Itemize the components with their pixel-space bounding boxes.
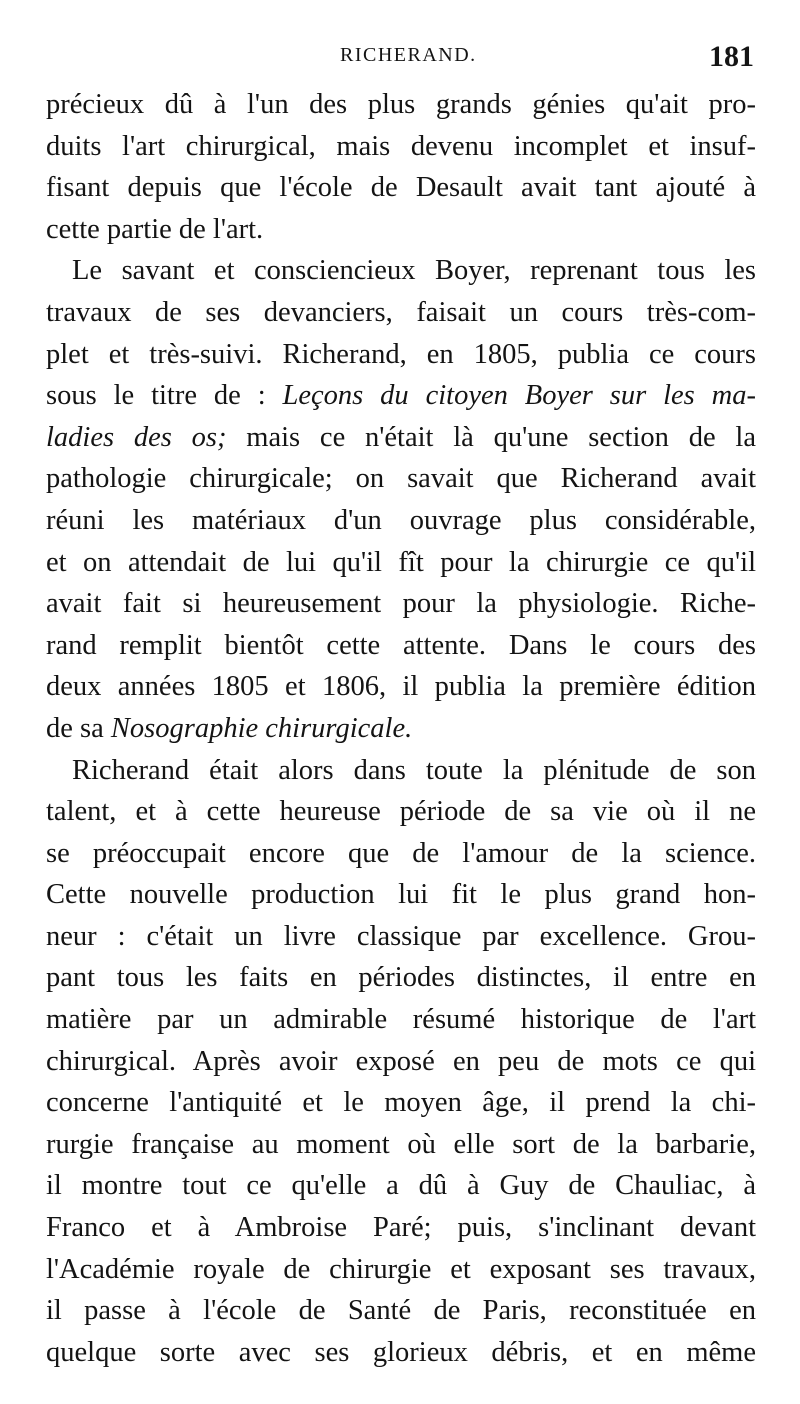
text-line: rand remplit bientôt cette attente. Dans le cours des	[46, 629, 756, 661]
text-line: deux années 1805 et 1806, il publia la première édition	[46, 671, 756, 703]
running-title: RICHERAND.	[340, 44, 477, 66]
book-title-italic: Nosographie chirurgicale.	[110, 712, 413, 744]
text-line: précieux dû à l'un des plus grands génies qu'ait pro-	[46, 89, 756, 120]
text-line: chirurgical. Après avoir exposé en peu de mots ce qui	[46, 1045, 756, 1077]
text-line: neur : c'était un livre classique par excellence. Grou-	[46, 920, 756, 952]
text-line	[46, 417, 756, 459]
running-head	[0, 40, 800, 80]
page-number: 181	[709, 40, 754, 73]
text-line: Le savant et consciencieux Boyer, reprenant tous les	[72, 255, 756, 287]
text-run: sous le titre de :	[46, 380, 283, 412]
text-line: matière par un admirable résumé historique de l'art	[46, 1004, 756, 1036]
text-run: de sa	[46, 712, 111, 744]
text-line: plet et très-suivi. Richerand, en 1805, publia ce cours	[46, 338, 756, 370]
text-run: mais ce n'était là qu'une section de la	[226, 421, 756, 453]
text-line: quelque sorte avec ses glorieux débris, et en même	[46, 1336, 756, 1368]
text-line: Franco et à Ambroise Paré; puis, s'inclinant devant	[46, 1212, 756, 1244]
text-line	[46, 375, 756, 417]
text-line: l'Académie royale de chirurgie et exposant ses travaux,	[46, 1253, 756, 1285]
text-line: avait fait si heureusement pour la physiologie. Riche-	[46, 588, 756, 620]
text-line: duits l'art chirurgical, mais devenu incomplet et insuf-	[46, 130, 756, 162]
text-line	[46, 708, 756, 750]
text-line: pant tous les faits en périodes distinctes, il entre en	[46, 962, 756, 994]
text-line: se préoccupait encore que de l'amour de la science.	[46, 837, 756, 869]
text-line: cette partie de l'art.	[46, 213, 264, 245]
text-line: pathologie chirurgicale; on savait que Richerand avait	[46, 463, 756, 495]
book-title-italic: ladies des os;	[46, 421, 227, 453]
text-line: fisant depuis que l'école de Desault avait tant ajouté à	[46, 172, 756, 204]
book-title-italic: Leçons du citoyen Boyer sur les ma-	[282, 380, 756, 412]
text-line: Cette nouvelle production lui fit le plus grand hon-	[46, 879, 756, 911]
text-line: réuni les matériaux d'un ouvrage plus considérable,	[46, 504, 756, 536]
text-line: il passe à l'école de Santé de Paris, reconstituée en	[46, 1295, 756, 1327]
text-line: talent, et à cette heureuse période de sa vie où il ne	[46, 796, 756, 828]
text-line: il montre tout ce qu'elle a dû à Guy de Chauliac, à	[46, 1170, 756, 1202]
text-line: travaux de ses devanciers, faisait un cours très-com-	[46, 296, 756, 328]
body-text	[46, 84, 756, 1373]
text-line: concerne l'antiquité et le moyen âge, il prend la chi-	[46, 1087, 756, 1119]
text-line: et on attendait de lui qu'il fît pour la chirurgie ce qu'il	[46, 546, 756, 578]
text-line: rurgie française au moment où elle sort de la barbarie,	[46, 1128, 756, 1160]
text-line: Richerand était alors dans toute la plénitude de son	[72, 754, 756, 786]
